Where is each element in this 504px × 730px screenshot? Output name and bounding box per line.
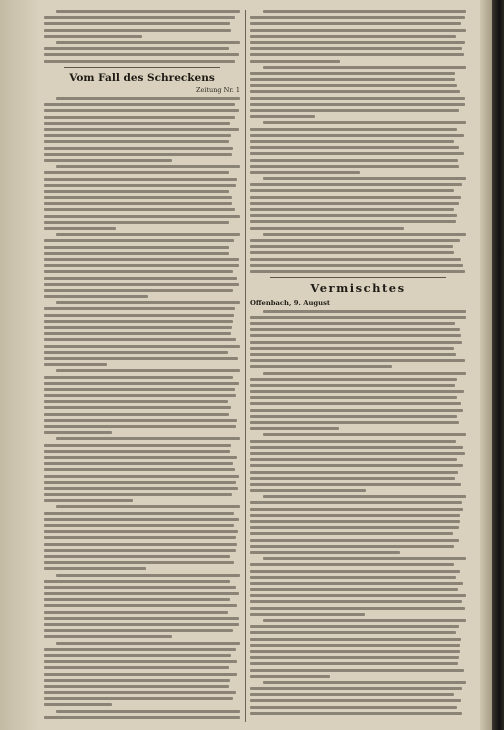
text-line — [44, 140, 229, 143]
text-line — [250, 316, 466, 319]
text-line — [250, 656, 459, 659]
text-line — [250, 239, 460, 242]
text-line — [263, 310, 466, 313]
text-line — [250, 245, 453, 248]
text-line — [250, 458, 457, 461]
text-line — [250, 613, 365, 616]
text-line — [44, 153, 232, 156]
text-line — [44, 388, 235, 391]
text-line — [44, 679, 230, 682]
text-line — [250, 600, 462, 603]
text-line — [250, 594, 466, 597]
text-line — [44, 208, 235, 211]
text-line — [250, 471, 458, 474]
text-line — [250, 202, 459, 205]
text-line — [263, 66, 466, 69]
text-line — [250, 353, 456, 356]
dateline: Offenbach, 9. August — [250, 298, 331, 307]
text-line — [250, 588, 458, 591]
text-line — [44, 660, 237, 663]
divider — [64, 67, 220, 68]
text-line — [250, 159, 458, 162]
text-line — [44, 394, 236, 397]
text-line — [44, 419, 237, 422]
text-line — [250, 693, 454, 696]
text-line — [250, 409, 463, 412]
text-line — [44, 338, 236, 341]
text-line — [44, 258, 239, 261]
text-line — [250, 545, 454, 548]
text-line — [250, 72, 455, 75]
text-line — [250, 208, 454, 211]
text-line — [250, 532, 453, 535]
text-line — [44, 190, 229, 193]
text-line — [44, 475, 239, 478]
text-line — [44, 178, 237, 181]
text-line — [44, 654, 231, 657]
text-line — [250, 35, 456, 38]
text-line — [250, 196, 461, 199]
text-line — [44, 413, 229, 416]
text-line — [250, 109, 459, 112]
text-line — [44, 103, 235, 106]
text-line — [56, 233, 240, 236]
text-line — [44, 264, 239, 267]
text-line — [56, 505, 240, 508]
text-line — [250, 189, 454, 192]
column-rule — [245, 10, 246, 722]
text-line — [250, 675, 330, 678]
text-line — [44, 159, 172, 162]
text-line — [250, 103, 465, 106]
text-line — [250, 115, 315, 118]
text-line — [44, 543, 237, 546]
text-line — [250, 582, 463, 585]
text-line — [250, 322, 455, 325]
text-line — [44, 623, 239, 626]
text-line — [250, 415, 457, 418]
text-line — [263, 619, 466, 622]
text-line — [44, 536, 236, 539]
text-line — [56, 41, 240, 44]
text-line — [44, 611, 228, 614]
text-line — [44, 227, 116, 230]
text-line — [250, 576, 456, 579]
text-line — [250, 128, 457, 131]
article-headline: Vom Fall des Schreckens — [69, 71, 215, 84]
text-line — [250, 84, 457, 87]
text-line — [44, 487, 238, 490]
text-line — [250, 539, 459, 542]
text-line — [263, 433, 466, 436]
text-line — [250, 390, 464, 393]
text-line — [44, 586, 236, 589]
text-line — [44, 444, 231, 447]
text-line — [44, 109, 239, 112]
text-line — [56, 437, 240, 440]
text-line — [250, 227, 404, 230]
left-column — [44, 10, 240, 722]
intro-text-block — [44, 10, 240, 63]
text-line — [44, 252, 229, 255]
text-line — [44, 239, 234, 242]
text-line — [56, 642, 240, 645]
text-line — [263, 557, 466, 560]
text-line — [44, 295, 148, 298]
right-column — [250, 10, 466, 722]
text-line — [56, 10, 240, 13]
text-line — [250, 638, 461, 641]
text-line — [44, 549, 236, 552]
text-line — [250, 258, 461, 261]
text-line — [44, 29, 231, 32]
text-line — [250, 47, 462, 50]
text-line — [250, 483, 461, 486]
text-line — [44, 270, 233, 273]
text-line — [44, 215, 240, 218]
text-line — [250, 687, 462, 690]
text-line — [44, 289, 233, 292]
text-line — [44, 512, 234, 515]
text-line — [44, 697, 233, 700]
text-line — [44, 450, 230, 453]
text-line — [44, 703, 112, 706]
text-line — [44, 481, 236, 484]
text-line — [250, 551, 400, 554]
text-line — [250, 477, 455, 480]
text-line — [250, 97, 465, 100]
text-line — [44, 307, 235, 310]
text-line — [263, 495, 466, 498]
text-line — [44, 629, 233, 632]
text-line — [44, 351, 228, 354]
text-line — [250, 183, 462, 186]
text-line — [44, 22, 230, 25]
text-line — [250, 140, 454, 143]
text-line — [250, 264, 463, 267]
text-line — [44, 691, 236, 694]
text-line — [44, 592, 239, 595]
text-line — [44, 184, 236, 187]
text-line — [44, 221, 229, 224]
text-line — [44, 666, 229, 669]
text-line — [250, 134, 464, 137]
text-line — [44, 382, 239, 385]
text-line — [250, 421, 459, 424]
text-line — [250, 29, 466, 32]
text-line — [44, 617, 239, 620]
text-line — [250, 22, 461, 25]
text-line — [250, 270, 465, 273]
text-line — [44, 320, 233, 323]
text-line — [44, 598, 230, 601]
text-line — [250, 165, 459, 168]
text-line — [44, 60, 235, 63]
text-line — [250, 452, 465, 455]
text-line — [44, 277, 237, 280]
text-line — [44, 561, 234, 564]
text-line — [263, 233, 466, 236]
text-line — [44, 580, 230, 583]
text-line — [44, 47, 229, 50]
text-line — [44, 357, 238, 360]
text-line — [44, 673, 237, 676]
text-line — [263, 177, 466, 180]
text-line — [250, 662, 458, 665]
page-edge — [480, 0, 492, 730]
text-line — [250, 334, 461, 337]
text-line — [44, 314, 234, 317]
text-line — [250, 501, 462, 504]
text-line — [250, 489, 366, 492]
text-line — [44, 431, 112, 434]
text-line — [44, 635, 172, 638]
text-line — [44, 16, 235, 19]
text-line — [44, 376, 233, 379]
text-line — [250, 631, 456, 634]
text-line — [44, 326, 232, 329]
text-line — [250, 464, 463, 467]
text-line — [44, 685, 229, 688]
text-line — [250, 60, 340, 63]
text-line — [263, 121, 466, 124]
text-line — [44, 122, 230, 125]
text-line — [250, 520, 460, 523]
text-line — [44, 283, 239, 286]
text-line — [250, 359, 465, 362]
text-line — [44, 493, 232, 496]
text-line — [250, 712, 462, 715]
text-line — [56, 710, 240, 713]
text-line — [44, 147, 233, 150]
text-line — [44, 345, 240, 348]
miscellany-body — [250, 310, 466, 715]
text-line — [250, 706, 457, 709]
text-line — [250, 171, 360, 174]
text-line — [44, 196, 232, 199]
continued-text-block — [250, 10, 466, 273]
text-line — [250, 644, 460, 647]
text-line — [44, 468, 235, 471]
text-line — [44, 524, 234, 527]
text-line — [44, 332, 231, 335]
text-line — [250, 669, 464, 672]
text-line — [250, 220, 456, 223]
text-line — [44, 462, 233, 465]
text-line — [250, 699, 461, 702]
text-line — [250, 53, 464, 56]
text-line — [56, 574, 240, 577]
text-line — [250, 607, 465, 610]
text-line — [44, 116, 235, 119]
text-line — [44, 202, 232, 205]
text-line — [56, 301, 240, 304]
text-line — [250, 570, 460, 573]
text-line — [250, 514, 460, 517]
text-line — [56, 369, 240, 372]
book-binding — [492, 0, 504, 730]
text-line — [250, 526, 459, 529]
text-line — [44, 425, 236, 428]
text-line — [44, 567, 146, 570]
text-line — [250, 378, 457, 381]
text-line — [250, 625, 459, 628]
text-line — [263, 372, 466, 375]
text-line — [250, 16, 465, 19]
text-line — [44, 555, 230, 558]
text-line — [250, 396, 457, 399]
text-line — [250, 446, 463, 449]
text-line — [250, 341, 462, 344]
text-line — [44, 171, 229, 174]
text-line — [44, 128, 239, 131]
article-body — [44, 97, 240, 722]
text-line — [250, 427, 339, 430]
text-line — [250, 347, 454, 350]
text-line — [56, 165, 240, 168]
text-line — [44, 456, 237, 459]
text-line — [250, 440, 456, 443]
text-line — [250, 90, 460, 93]
text-line — [44, 648, 236, 651]
text-line — [250, 78, 455, 81]
text-line — [44, 530, 238, 533]
text-line — [44, 604, 237, 607]
text-line — [250, 328, 460, 331]
text-line — [44, 716, 240, 719]
text-line — [250, 365, 392, 368]
article-source: Zeitung Nr. 1 — [195, 86, 240, 95]
section-headline: Vermischtes — [310, 281, 406, 295]
text-line — [44, 400, 228, 403]
text-line — [44, 406, 231, 409]
text-line — [250, 152, 464, 155]
text-line — [44, 53, 239, 56]
divider — [270, 277, 446, 278]
text-line — [250, 563, 454, 566]
text-line — [250, 146, 459, 149]
text-line — [44, 134, 231, 137]
text-line — [250, 41, 465, 44]
text-line — [44, 246, 229, 249]
text-line — [44, 499, 133, 502]
text-line — [44, 35, 142, 38]
text-line — [56, 97, 240, 100]
text-line — [250, 650, 460, 653]
text-line — [263, 681, 466, 684]
text-line — [250, 402, 461, 405]
text-line — [250, 251, 454, 254]
text-line — [44, 363, 107, 366]
text-line — [263, 10, 466, 13]
text-line — [250, 508, 463, 511]
text-line — [250, 214, 457, 217]
page-margin — [0, 0, 40, 730]
text-line — [44, 518, 239, 521]
text-line — [250, 384, 455, 387]
